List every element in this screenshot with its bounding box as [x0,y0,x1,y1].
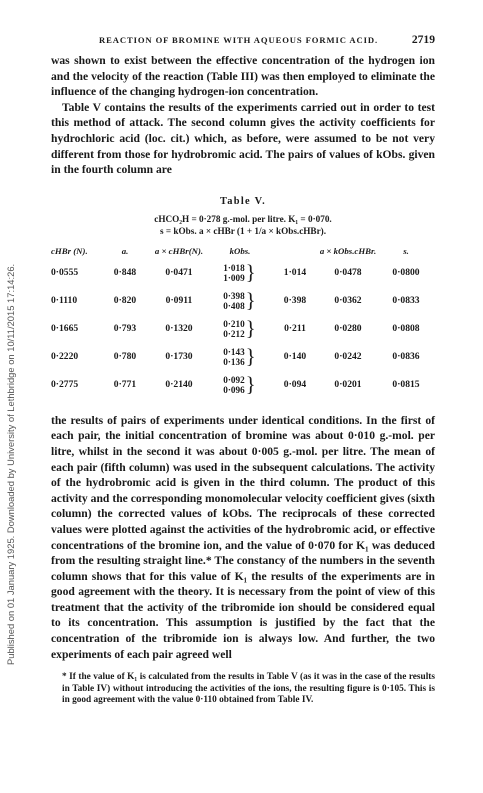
table-cell: 0·0808 [392,323,420,335]
table-cell: 0·2220 [51,351,79,363]
table-cell: 0·793 [113,323,137,335]
table-cell: 0·0242 [334,351,362,363]
table-header-cell-empty [271,243,319,259]
table-cell: 0·2140 [165,379,193,391]
paragraph-1: was shown to exist between the effective concentration of the hydrogen ion and the velocity of the reaction (Table III) was then employed to eliminate the influence of the changing hydrogen-ion concentration. [51,54,435,99]
download-sidebar [3,60,21,670]
footnote-text: * If the value of K₁ is calculated from the results in Table V (as it was in the case of the results in Table IV) without introducing the activities of the ions, the resulting figure is 0·105. This is in good agreement with the value 0·110 obtained from Table IV. [62,672,435,706]
table-cell-k-pair [209,371,271,399]
k-value-first: 0·210 [223,318,245,329]
download-notice: Published on 01 January 1925. Downloaded by University of Lethbridge on 10/11/2015 17:14:26. [5,263,16,665]
table-header-cell: a. [121,245,129,256]
table-cell-k-pair [209,315,271,343]
table-cell: 0·0833 [392,295,420,307]
k-value-second: 0·096 [223,384,245,395]
k-value-second: 0·136 [223,356,245,367]
table-cell-k-pair [209,259,271,287]
table-cell-k-pair [209,287,271,315]
k-value-first: 1·018 [223,262,245,273]
table-cell: 0·0836 [392,351,420,363]
table-header-cell: a × kObs.cHBr. [319,245,377,256]
running-title: REACTION OF BROMINE WITH AQUEOUS FORMIC ACID. [99,35,379,45]
table-condition-1: cHCO₂H = 0·278 g.-mol. per litre. K₁ = 0·070. [154,213,332,224]
paragraph-2: Table V contains the results of the experiments carried out in order to test this method of attack. The second column gives the activity coefficients for hydrochloric acid (loc. cit.) which, as before, were assumed to be not very different from those for hydrobromic acid. The pairs of values of kObs. given in the fourth column are [51,100,435,177]
brace-glyph: } [245,344,256,369]
table-cell: 0·1730 [165,351,193,363]
table-cell: 0·848 [113,267,137,279]
table-cell: 0·820 [113,295,137,307]
page-number: 2719 [411,33,435,46]
table-cell: 0·0555 [51,267,79,279]
table-cell: 0·1665 [51,323,79,335]
running-header [51,33,435,53]
page-body [51,33,435,706]
table-cell: 0·1320 [165,323,193,335]
brace-glyph: } [245,288,256,313]
k-value-second: 0·408 [223,300,245,311]
brace-glyph: } [245,372,256,397]
table-cell: 0·0478 [334,267,362,279]
k-value-first: 0·092 [223,374,245,385]
brace-glyph: } [245,316,256,341]
footnote [51,672,435,706]
table-cell: 0·0815 [392,379,420,391]
table-header-cell: cHBr (N). [51,245,88,256]
table-cell: 0·0800 [392,267,420,279]
table-title: Table V. [219,195,267,207]
table-cell: 0·0280 [334,323,362,335]
table-cell: 0·140 [283,351,307,363]
table-header-cell: s. [403,245,409,256]
k-value-second: 0·212 [223,328,245,339]
table-cell-k-pair [209,343,271,371]
table-cell: 0·094 [283,379,307,391]
table-cell: 0·0471 [165,267,193,279]
table-cell: 0·0201 [334,379,362,391]
table-cell: 1·014 [283,267,307,279]
table-cell: 0·398 [283,295,307,307]
table-cell: 0·771 [113,379,137,391]
data-table [51,243,435,399]
table-cell: 0·2775 [51,379,79,391]
table-cell: 0·0362 [334,295,362,307]
k-value-second: 1·009 [223,272,245,283]
table-header-cell: kObs. [229,245,251,256]
table-header-cell: a × cHBr(N). [154,245,204,256]
table-cell: 0·780 [113,351,137,363]
brace-glyph: } [245,260,256,285]
table-condition-2: s = kObs. a × cHBr (1 + 1/a × kObs.cHBr). [160,225,326,236]
k-value-first: 0·398 [223,290,245,301]
table-cell: 0·1110 [51,295,78,307]
table-cell: 0·211 [284,323,306,335]
k-value-first: 0·143 [223,346,245,357]
paragraph-3: the results of pairs of experiments under identical conditions. In the first of each pair, the initial concentration of bromine was about 0·010 g.-mol. per litre, whilst in the second it was about 0·005 g.-mol. per litre. The mean of each pair (fifth column) was used in the subsequent calculations. The activity of the hydrobromic acid is given in the third column. The product of this activity and the corresponding monomolecular velocity coefficient gives (sixth column) the corrected values of kObs. The reciprocals of these corrected values were plotted against the activities of the hydrobromic acid, or effective concentrations of the bromine ion, and the value of 0·070 for K₁ was deduced from the resulting straight line.* The constancy of the numbers in the seventh column shows that for this value of K₁ the results of the experiments are in good agreement with the theory. It is necessary from the point of view of this treatment that the activity of the tribromide ion should be considered equal to its concentration. This assumption is justified by the fact that the concentration of the tribromide ion is always low. And further, the two experiments of each pair agreed well [51,413,435,661]
table-cell: 0·0911 [165,295,193,307]
